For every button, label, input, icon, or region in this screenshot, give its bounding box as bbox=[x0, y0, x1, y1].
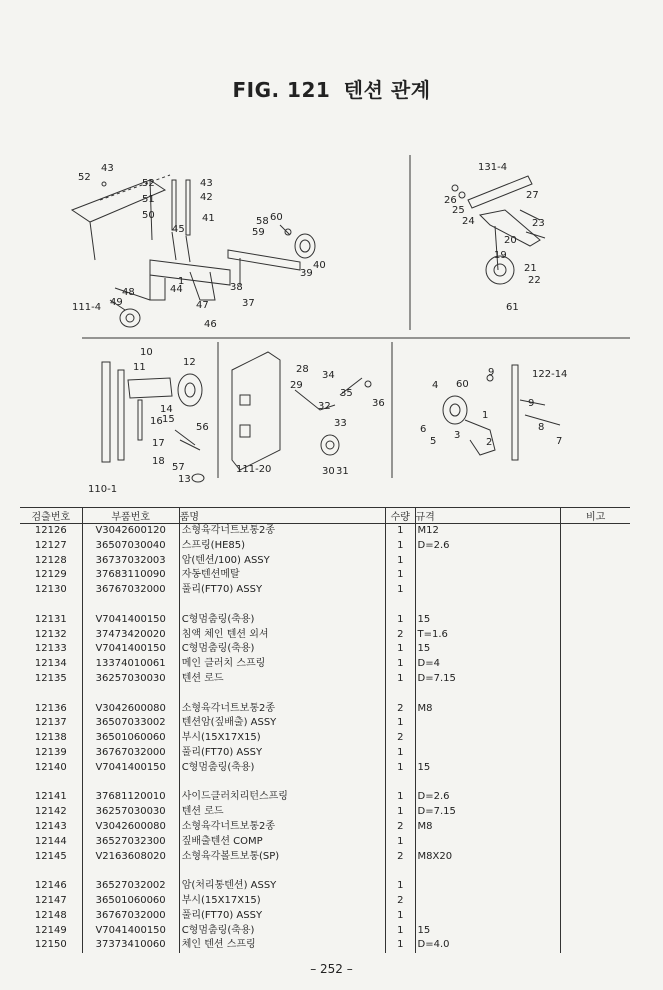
cell-qty: 1 bbox=[386, 835, 415, 850]
table-row bbox=[20, 835, 630, 850]
label-8: 8 bbox=[538, 422, 545, 433]
cell-check-no: 12133 bbox=[34, 643, 67, 655]
cell-remarks bbox=[561, 583, 630, 598]
table-row bbox=[20, 716, 630, 731]
figure-bottom-left bbox=[88, 347, 209, 495]
cell-spec bbox=[415, 716, 561, 731]
label-44: 44 bbox=[170, 284, 183, 295]
cell-part-no: V7041400150 bbox=[82, 642, 179, 657]
cell-remarks bbox=[561, 790, 630, 805]
header-remarks: 비고 bbox=[561, 508, 630, 524]
cell-qty: 1 bbox=[386, 568, 415, 583]
label-33: 33 bbox=[334, 418, 347, 429]
cell-spec: M12 bbox=[415, 524, 561, 539]
cell-remarks bbox=[561, 568, 630, 583]
label-41: 41 bbox=[202, 213, 215, 224]
cell-part-name: 스프링(HE85) bbox=[179, 539, 385, 554]
label-49: 49 bbox=[110, 297, 123, 308]
cell-spec: T=1.6 bbox=[415, 628, 561, 643]
cell-check-no: 12141 bbox=[34, 791, 67, 803]
cell-part-no: V3042600080 bbox=[82, 820, 179, 835]
cell-check-no: 12143 bbox=[34, 820, 67, 832]
spacer-cell bbox=[561, 598, 630, 613]
label-122-14: 122-14 bbox=[532, 369, 568, 380]
cell-check-no: 12147 bbox=[34, 894, 67, 906]
table-row bbox=[20, 805, 630, 820]
label-30: 30 bbox=[322, 466, 335, 477]
label-111-20: 111-20 bbox=[236, 464, 272, 475]
cell-qty: 1 bbox=[386, 790, 415, 805]
label-19: 19 bbox=[494, 250, 507, 261]
cell-qty: 1 bbox=[386, 524, 415, 539]
label-52b: 52 bbox=[142, 178, 155, 189]
label-7: 7 bbox=[556, 436, 563, 447]
cell-part-name: 소형육각너트보통2종 bbox=[179, 524, 385, 539]
label-25: 25 bbox=[452, 205, 465, 216]
label-31: 31 bbox=[336, 466, 349, 477]
cell-part-no: V2163608020 bbox=[82, 850, 179, 865]
spacer-cell bbox=[386, 776, 415, 791]
cell-part-no: V3042600080 bbox=[82, 702, 179, 717]
cell-part-name: 소형육각볼트보통(SP) bbox=[179, 850, 385, 865]
cell-check-no: 12129 bbox=[34, 569, 67, 581]
cell-check-no: 12138 bbox=[34, 732, 67, 744]
cell-part-no: V7041400150 bbox=[82, 924, 179, 939]
table-row bbox=[20, 524, 630, 539]
cell-check-no: 12127 bbox=[34, 539, 67, 551]
table-row bbox=[20, 583, 630, 598]
cell-qty: 1 bbox=[386, 613, 415, 628]
cell-remarks bbox=[561, 761, 630, 776]
spacer-cell bbox=[82, 687, 179, 702]
spacer-cell bbox=[20, 598, 82, 613]
cell-part-no: 37683110090 bbox=[82, 568, 179, 583]
figure-bottom-middle bbox=[232, 352, 385, 477]
spacer-cell bbox=[20, 687, 82, 702]
parts-table-body bbox=[20, 524, 630, 954]
cell-remarks bbox=[561, 879, 630, 894]
table-row bbox=[20, 672, 630, 687]
table-row bbox=[20, 790, 630, 805]
cell-part-no: 36501060060 bbox=[82, 731, 179, 746]
label-4: 4 bbox=[432, 380, 439, 391]
table-row bbox=[20, 746, 630, 761]
table-header-row bbox=[20, 508, 630, 524]
cell-part-no: 36257030030 bbox=[82, 672, 179, 687]
cell-check-no: 12150 bbox=[34, 939, 67, 951]
cell-check-no: 12137 bbox=[34, 717, 67, 729]
table-row bbox=[20, 909, 630, 924]
spacer-cell bbox=[415, 864, 561, 879]
cell-part-name: 텐션 로드 bbox=[179, 672, 385, 687]
cell-spec bbox=[415, 835, 561, 850]
cell-part-name: C형멈춤링(축용) bbox=[179, 924, 385, 939]
header-check-no: 검출번호 bbox=[20, 508, 82, 524]
cell-remarks bbox=[561, 524, 630, 539]
cell-part-no: 37681120010 bbox=[82, 790, 179, 805]
cell-check-no: 12135 bbox=[34, 672, 67, 684]
spacer-cell bbox=[82, 864, 179, 879]
label-18: 18 bbox=[152, 456, 165, 467]
table-row bbox=[20, 731, 630, 746]
cell-part-name: 침액 체인 텐션 외셔 bbox=[179, 628, 385, 643]
cell-part-no: 36737032003 bbox=[82, 554, 179, 569]
cell-remarks bbox=[561, 894, 630, 909]
cell-part-no: V3042600120 bbox=[82, 524, 179, 539]
label-59: 59 bbox=[252, 227, 265, 238]
cell-spec: M8 bbox=[415, 702, 561, 717]
table-group-spacer bbox=[20, 598, 630, 613]
cell-spec bbox=[415, 879, 561, 894]
table-row bbox=[20, 938, 630, 953]
cell-part-name: 소형육각너트보통2종 bbox=[179, 702, 385, 717]
label-17: 17 bbox=[152, 438, 165, 449]
label-58: 58 bbox=[256, 216, 269, 227]
label-3: 3 bbox=[454, 430, 461, 441]
cell-check-no: 12136 bbox=[34, 702, 67, 714]
cell-remarks bbox=[561, 938, 630, 953]
table-row bbox=[20, 642, 630, 657]
figure-bottom-right bbox=[420, 365, 567, 460]
cell-spec bbox=[415, 731, 561, 746]
label-9: 9 bbox=[488, 367, 495, 378]
label-26: 26 bbox=[444, 195, 457, 206]
label-110-1: 110-1 bbox=[88, 484, 118, 495]
label-61: 61 bbox=[506, 302, 519, 313]
cell-part-name: 사이드클러치리턴스프링 bbox=[179, 790, 385, 805]
label-23: 23 bbox=[532, 218, 545, 229]
cell-part-no: V7041400150 bbox=[82, 761, 179, 776]
spacer-cell bbox=[179, 864, 385, 879]
label-60: 60 bbox=[270, 212, 283, 223]
label-32: 32 bbox=[318, 401, 331, 412]
cell-part-name: 메인 클러치 스프링 bbox=[179, 657, 385, 672]
cell-remarks bbox=[561, 554, 630, 569]
cell-part-name: 자동텐션메탈 bbox=[179, 568, 385, 583]
cell-check-no: 12142 bbox=[34, 806, 67, 818]
label-45: 45 bbox=[172, 224, 185, 235]
cell-remarks bbox=[561, 657, 630, 672]
table-row bbox=[20, 657, 630, 672]
cell-qty: 1 bbox=[386, 672, 415, 687]
cell-part-no: 36767032000 bbox=[82, 746, 179, 761]
spacer-cell bbox=[20, 776, 82, 791]
table-row bbox=[20, 850, 630, 865]
cell-part-name: 텐션암(짚배출) ASSY bbox=[179, 716, 385, 731]
header-qty: 수량 bbox=[386, 508, 415, 524]
cell-qty: 1 bbox=[386, 746, 415, 761]
cell-qty: 2 bbox=[386, 894, 415, 909]
cell-part-no: 36527032002 bbox=[82, 879, 179, 894]
cell-qty: 2 bbox=[386, 820, 415, 835]
cell-part-no: 36527032300 bbox=[82, 835, 179, 850]
cell-check-no: 12139 bbox=[34, 746, 67, 758]
cell-check-no: 12126 bbox=[34, 525, 67, 536]
figure-number: FIG. 121 bbox=[232, 78, 331, 102]
label-36: 36 bbox=[372, 398, 385, 409]
spacer-cell bbox=[386, 687, 415, 702]
cell-spec: D=4.0 bbox=[415, 938, 561, 953]
label-35: 35 bbox=[340, 388, 353, 399]
cell-part-name: 암(텐션/100) ASSY bbox=[179, 554, 385, 569]
header-spec: 규격 bbox=[415, 508, 561, 524]
cell-check-no: 12149 bbox=[34, 924, 67, 936]
cell-remarks bbox=[561, 642, 630, 657]
label-48: 48 bbox=[122, 287, 135, 298]
label-28: 28 bbox=[296, 364, 309, 375]
cell-part-no: 36507030040 bbox=[82, 539, 179, 554]
cell-remarks bbox=[561, 539, 630, 554]
spacer-cell bbox=[561, 687, 630, 702]
table-row bbox=[20, 820, 630, 835]
cell-remarks bbox=[561, 805, 630, 820]
table-row bbox=[20, 613, 630, 628]
cell-spec bbox=[415, 909, 561, 924]
cell-qty: 2 bbox=[386, 731, 415, 746]
spacer-cell bbox=[386, 598, 415, 613]
table-row bbox=[20, 761, 630, 776]
label-56: 56 bbox=[196, 422, 209, 433]
figure-top-left bbox=[72, 163, 326, 330]
cell-check-no: 12128 bbox=[34, 554, 67, 566]
spacer-cell bbox=[415, 598, 561, 613]
table-row bbox=[20, 554, 630, 569]
cell-spec: 15 bbox=[415, 642, 561, 657]
cell-qty: 1 bbox=[386, 938, 415, 953]
cell-part-name: 부시(15X17X15) bbox=[179, 894, 385, 909]
cell-spec bbox=[415, 894, 561, 909]
cell-part-name: 풀리(FT70) ASSY bbox=[179, 909, 385, 924]
cell-part-no: 36767032000 bbox=[82, 583, 179, 598]
label-111-4: 111-4 bbox=[72, 302, 102, 313]
cell-part-no: 13374010061 bbox=[82, 657, 179, 672]
cell-remarks bbox=[561, 746, 630, 761]
cell-qty: 1 bbox=[386, 583, 415, 598]
cell-spec: M8X20 bbox=[415, 850, 561, 865]
cell-part-no: 36507033002 bbox=[82, 716, 179, 731]
spacer-cell bbox=[82, 598, 179, 613]
table-row bbox=[20, 924, 630, 939]
cell-spec bbox=[415, 554, 561, 569]
spacer-cell bbox=[179, 598, 385, 613]
label-21: 21 bbox=[524, 263, 537, 274]
cell-check-no: 12131 bbox=[34, 613, 67, 625]
cell-spec: 15 bbox=[415, 761, 561, 776]
label-9b: 9 bbox=[528, 398, 535, 409]
label-57: 57 bbox=[172, 462, 185, 473]
table-row bbox=[20, 568, 630, 583]
cell-spec bbox=[415, 583, 561, 598]
cell-qty: 1 bbox=[386, 657, 415, 672]
header-part-no: 부품번호 bbox=[82, 508, 179, 524]
label-2: 2 bbox=[486, 437, 493, 448]
label-40: 40 bbox=[313, 260, 326, 271]
cell-check-no: 12132 bbox=[34, 628, 67, 640]
label-50: 50 bbox=[142, 210, 155, 221]
cell-part-name: 암(처리통텐션) ASSY bbox=[179, 879, 385, 894]
label-42: 42 bbox=[200, 192, 213, 203]
page-number: – 252 – bbox=[310, 962, 353, 976]
cell-qty: 1 bbox=[386, 642, 415, 657]
cell-qty: 1 bbox=[386, 805, 415, 820]
label-1: 1 bbox=[178, 276, 185, 287]
cell-check-no: 12146 bbox=[34, 880, 67, 892]
figure-top-right bbox=[444, 162, 545, 313]
cell-qty: 2 bbox=[386, 702, 415, 717]
label-29: 29 bbox=[290, 380, 303, 391]
cell-check-no: 12145 bbox=[34, 850, 67, 862]
cell-part-name: C형멈춤링(축용) bbox=[179, 761, 385, 776]
cell-part-no: 37373410060 bbox=[82, 938, 179, 953]
figure-name: 텐션 관계 bbox=[343, 78, 431, 102]
label-37: 37 bbox=[242, 298, 255, 309]
cell-check-no: 12148 bbox=[34, 909, 67, 921]
cell-part-name: 풀리(FT70) ASSY bbox=[179, 583, 385, 598]
table-row bbox=[20, 628, 630, 643]
table-row bbox=[20, 879, 630, 894]
cell-remarks bbox=[561, 702, 630, 717]
cell-spec: D=2.6 bbox=[415, 539, 561, 554]
label-12: 12 bbox=[183, 357, 196, 368]
cell-part-name: 풀리(FT70) ASSY bbox=[179, 746, 385, 761]
label-6: 6 bbox=[420, 424, 427, 435]
label-131-4: 131-4 bbox=[478, 162, 508, 173]
cell-remarks bbox=[561, 613, 630, 628]
cell-part-name: 소형육각너트보통2종 bbox=[179, 820, 385, 835]
table-row bbox=[20, 702, 630, 717]
cell-part-name: 부시(15X17X15) bbox=[179, 731, 385, 746]
label-34: 34 bbox=[322, 370, 335, 381]
spacer-cell bbox=[561, 864, 630, 879]
cell-qty: 1 bbox=[386, 761, 415, 776]
cell-part-name: C형멈춤링(축용) bbox=[179, 642, 385, 657]
cell-remarks bbox=[561, 850, 630, 865]
spacer-cell bbox=[561, 776, 630, 791]
cell-qty: 2 bbox=[386, 628, 415, 643]
parts-table bbox=[20, 507, 630, 953]
label-15: 15 bbox=[162, 414, 175, 425]
cell-part-no: 36257030030 bbox=[82, 805, 179, 820]
cell-spec: 15 bbox=[415, 924, 561, 939]
label-20: 20 bbox=[504, 235, 517, 246]
cell-spec: D=4 bbox=[415, 657, 561, 672]
cell-spec: D=2.6 bbox=[415, 790, 561, 805]
spacer-cell bbox=[179, 687, 385, 702]
cell-spec: M8 bbox=[415, 820, 561, 835]
cell-spec: D=7.15 bbox=[415, 672, 561, 687]
label-27: 27 bbox=[526, 190, 539, 201]
cell-spec bbox=[415, 568, 561, 583]
cell-qty: 1 bbox=[386, 924, 415, 939]
cell-spec: 15 bbox=[415, 613, 561, 628]
spacer-cell bbox=[179, 776, 385, 791]
cell-remarks bbox=[561, 731, 630, 746]
cell-part-no: V7041400150 bbox=[82, 613, 179, 628]
label-51: 51 bbox=[142, 194, 155, 205]
label-22: 22 bbox=[528, 275, 541, 286]
table-group-spacer bbox=[20, 687, 630, 702]
cell-remarks bbox=[561, 924, 630, 939]
cell-part-name: 체인 텐션 스프링 bbox=[179, 938, 385, 953]
cell-qty: 1 bbox=[386, 909, 415, 924]
cell-remarks bbox=[561, 628, 630, 643]
cell-part-name: C형멈춤링(축용) bbox=[179, 613, 385, 628]
cell-part-no: 37473420020 bbox=[82, 628, 179, 643]
label-39: 39 bbox=[300, 268, 313, 279]
cell-remarks bbox=[561, 835, 630, 850]
table-row bbox=[20, 539, 630, 554]
cell-qty: 1 bbox=[386, 539, 415, 554]
label-10: 10 bbox=[140, 347, 153, 358]
spacer-cell bbox=[20, 864, 82, 879]
cell-remarks bbox=[561, 672, 630, 687]
cell-check-no: 12144 bbox=[34, 835, 67, 847]
label-24: 24 bbox=[462, 216, 475, 227]
label-11: 11 bbox=[133, 362, 146, 373]
label-14: 14 bbox=[160, 404, 173, 415]
header-part-name: 품명 bbox=[179, 508, 385, 524]
table-group-spacer bbox=[20, 776, 630, 791]
cell-check-no: 12140 bbox=[34, 761, 67, 773]
label-43b: 43 bbox=[200, 178, 213, 189]
label-5: 5 bbox=[430, 436, 437, 447]
table-row bbox=[20, 894, 630, 909]
label-16: 16 bbox=[150, 416, 163, 427]
label-60: 60 bbox=[456, 379, 469, 390]
cell-spec: D=7.15 bbox=[415, 805, 561, 820]
spacer-cell bbox=[415, 687, 561, 702]
cell-check-no: 12130 bbox=[34, 584, 67, 596]
cell-part-name: 텐션 로드 bbox=[179, 805, 385, 820]
cell-part-name: 짚배출텐션 COMP bbox=[179, 835, 385, 850]
label-46: 46 bbox=[204, 319, 217, 330]
table-group-spacer bbox=[20, 864, 630, 879]
cell-remarks bbox=[561, 716, 630, 731]
label-1: 1 bbox=[482, 410, 489, 421]
spacer-cell bbox=[415, 776, 561, 791]
cell-spec bbox=[415, 746, 561, 761]
cell-qty: 2 bbox=[386, 850, 415, 865]
cell-remarks bbox=[561, 909, 630, 924]
cell-part-no: 36501060060 bbox=[82, 894, 179, 909]
label-13: 13 bbox=[178, 474, 191, 485]
label-43: 43 bbox=[101, 163, 114, 174]
cell-part-no: 36767032000 bbox=[82, 909, 179, 924]
label-47: 47 bbox=[196, 300, 209, 311]
label-52: 52 bbox=[78, 172, 91, 183]
cell-check-no: 12134 bbox=[34, 658, 67, 670]
cell-remarks bbox=[561, 820, 630, 835]
spacer-cell bbox=[386, 864, 415, 879]
spacer-cell bbox=[82, 776, 179, 791]
cell-qty: 1 bbox=[386, 716, 415, 731]
cell-qty: 1 bbox=[386, 554, 415, 569]
cell-qty: 1 bbox=[386, 879, 415, 894]
label-38: 38 bbox=[230, 282, 243, 293]
